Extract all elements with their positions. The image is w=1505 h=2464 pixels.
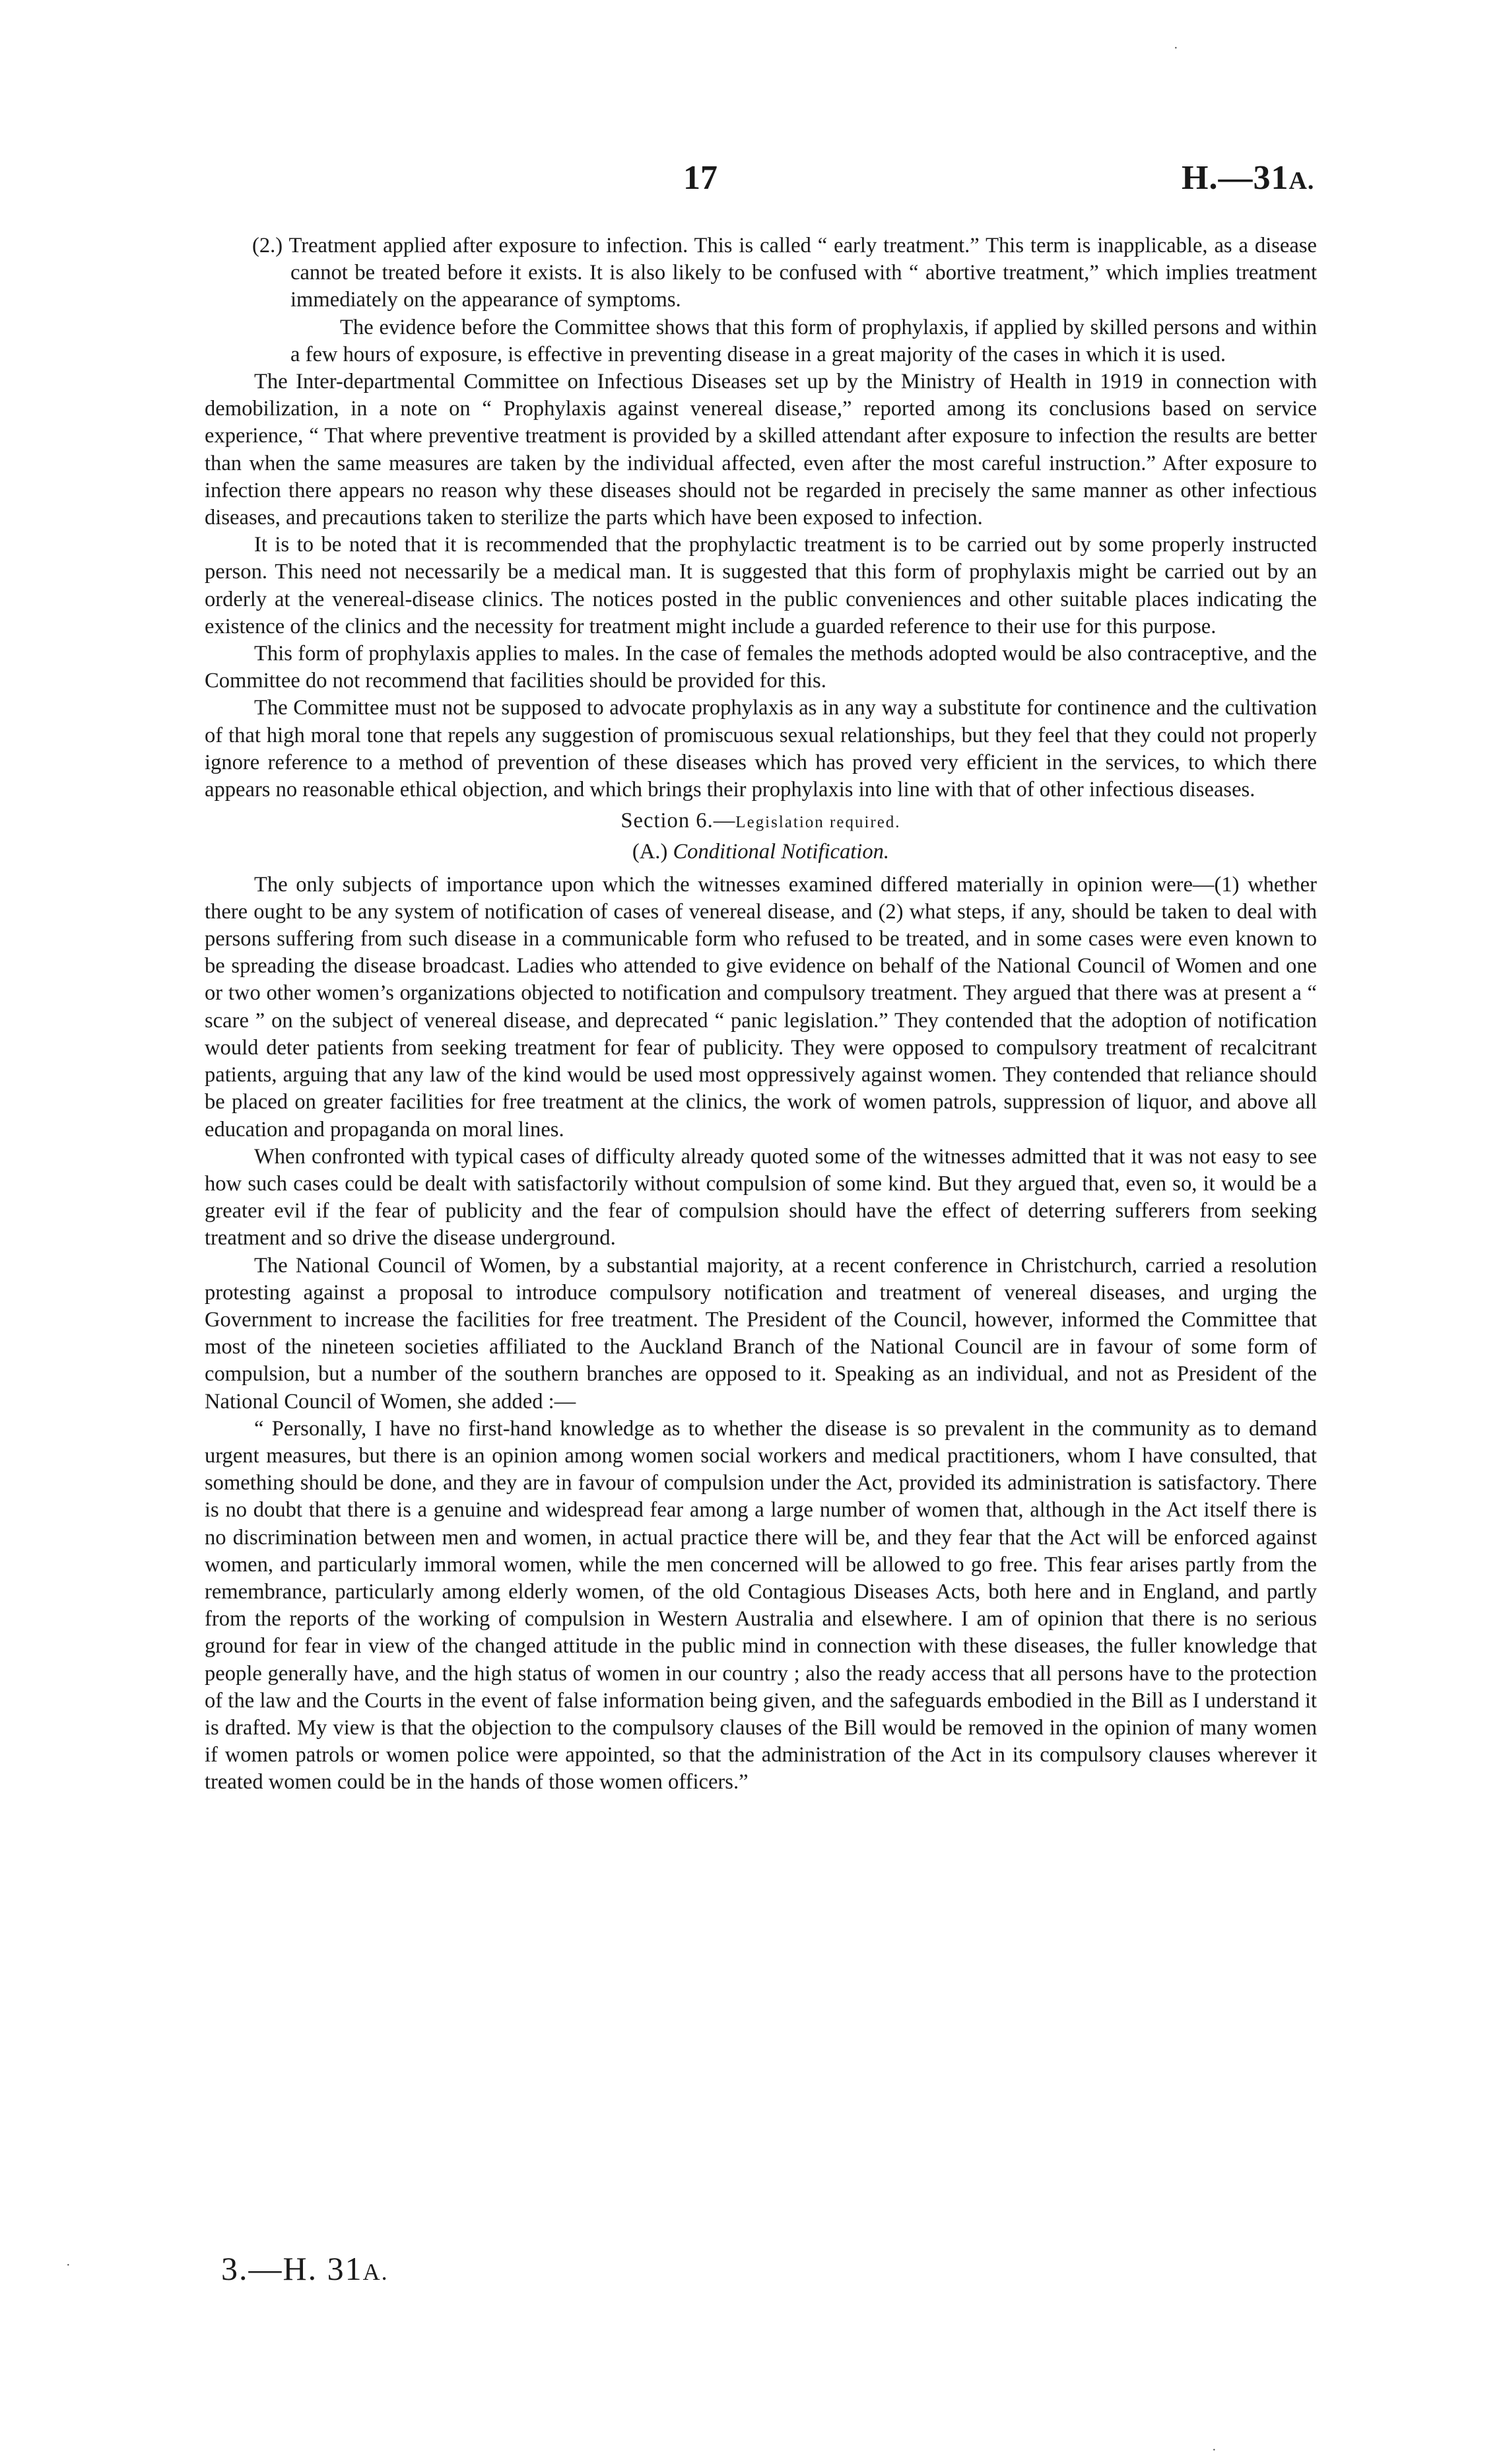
document-body	[205, 232, 1317, 1797]
paragraph-subjects-of-importance: The only subjects of importance upon which the witnesses examined differed materially in opinion were—(1) whether there ought to be any system of notification of cases of venereal disease, and (2) what steps, if any, should be taken to deal with persons suffering from such disease in a communicable form who refused to be treated, and in some cases were even known to be spreading the disease broadcast. Ladies who attended to give evidence on behalf of the National Council of Women and one or two other women’s organizations objected to notification and compulsory treatment. They argued that there was at present a “ scare ” on the subject of venereal disease, and deprecated “ panic legislation.” They contended that the adoption of notification would deter patients from seeking treatment for fear of publicity. They were opposed to compulsory treatment of recalcitrant patients, arguing that any law of the kind would be used most oppressively against women. They contended that reliance should be placed on greater facilities for free treatment at the clinics, the work of women patrols, suppression of liquor, and above all education and propaganda on moral lines.	[205, 872, 1317, 1142]
section-heading	[205, 807, 1317, 836]
paragraph-instructed-person: It is to be noted that it is recommended that the prophylactic treatment is to be carried out by some properly instructed person. This need not necessarily be a medical man. It is suggested that this form of prophylaxis might be carried out by an orderly at the venereal-disease clinics. The notices posted in the public conveniences and other suitable places indicating the existence of the clinics and the necessity for treatment might include a guarded reference to their use for this purpose.	[205, 533, 1317, 638]
section-heading-prefix: Section 6.—	[620, 809, 736, 833]
footer-signature	[221, 2249, 389, 2288]
paragraph-personal-statement: “ Personally, I have no first-hand knowledge as to whether the disease is so prevalent in the community as to demand urgent measures, but there is an opinion among women social workers and medical practitioners, whom I have consulted, that something should be done, and they are in favour of compulsion under the Act, provided its administration is satisfactory. There is no doubt that there is a genuine and widespread fear among a large number of women that, although in the Act itself there is no discrimination between men and women, in actual practice there will be, and they fear that the Act will be enforced against women, and particularly immoral women, while the men concerned will be allowed to go free. This fear arises partly from the remembrance, particularly among elderly women, of the old Contagious Diseases Acts, both here and in England, and partly from the reports of the working of compulsion in Western Australia and elsewhere. I am of opinion that there is no serious ground for fear in view of the changed attitude in the public mind in connection with these diseases, the fuller knowledge that people generally have, and the high status of women in our country ; also the ready access that all persons have to the protection of the law and the Courts in the event of false information being given, and the safeguards embodied in the Bill as I understand it is drafted. My view is that the objection to the compulsory clauses of the Bill would be removed in the opinion of many women if women patrols or women police were appointed, so that the administration of the Act in its compulsory clauses wherever it treated women could be in the hands of those women officers.”	[205, 1416, 1317, 1795]
document-reference-main: H.—31	[1182, 159, 1289, 197]
footer-signature-main: 3.—H. 31	[221, 2250, 363, 2287]
paragraph-early-treatment: (2.) Treatment applied after exposure to infection. This is called “ early treatment.” This term is inapplicable, as a disease cannot be treated before it exists. It is also likely to be confused with “ abortive treatment,” which implies treatment immediately on the appearance of symptoms.	[252, 234, 1317, 312]
scan-speck: ·	[1174, 41, 1178, 55]
document-reference	[1182, 158, 1314, 197]
paragraph-typical-cases: When confronted with typical cases of difficulty already quoted some of the witnesses admitted that it was not easy to see how such cases could be dealt with satisfactorily without compulsion of some kind. But they argued that, even so, it would be a greater evil if the fear of publicity and the fear of compulsion should have the effect of deterring sufferers from seeking treatment and so drive the disease underground.	[205, 1144, 1317, 1250]
footer-signature-suffix: A.	[362, 2259, 389, 2285]
paragraph-inter-departmental: The Inter-departmental Committee on Infectious Diseases set up by the Ministry of Health in 1919 in connection with demobilization, in a note on “ Prophylaxis against venereal disease,” reported among its conclusions based on service experience, “ That where preventive treatment is provided by a skilled attendant after exposure to infection the results are better than when the same measures are taken by the individual affected, even after the most careful instruction.” After exposure to infection there appears no reason why these diseases should not be regarded in precisely the same manner as other infectious diseases, and precautions taken to sterilize the parts which have been exposed to infection.	[205, 370, 1317, 530]
paragraph-continence: The Committee must not be supposed to advocate prophylaxis as in any way a substitute for continence and the cultivation of that high moral tone that repels any suggestion of promiscuous sexual relationships, but they feel that they could not properly ignore reference to a method of prevention of these diseases which has proved very efficient in the services, to which there appears no reasonable ethical objection, and which brings their prophylaxis into line with that of other infectious diseases.	[205, 696, 1317, 802]
document-reference-suffix: A.	[1288, 167, 1315, 195]
section-heading-title: Legislation required.	[735, 813, 901, 832]
paragraph-males: This form of prophylaxis applies to males. In the case of females the methods adopted would be also contraceptive, and the Committee do not recommend that facilities should be provided for this.	[205, 642, 1317, 693]
scan-speck: ·	[66, 2258, 71, 2273]
page-number: 17	[683, 159, 718, 197]
subsection-heading	[205, 838, 1317, 866]
paragraph-committee-evidence: The evidence before the Committee shows that this form of prophylaxis, if applied by skilled persons and within a few hours of exposure, is effective in preventing disease in a great majority of the cases in which it is used.	[290, 315, 1317, 366]
subsection-heading-title: Conditional Notification.	[673, 840, 890, 864]
scan-speck: ·	[1212, 2443, 1217, 2457]
paragraph-national-council: The National Council of Women, by a substantial majority, at a recent conference in Christchurch, carried a resolution protesting against a proposal to introduce compulsory notification and treatment of venereal diseases, and urging the Government to increase the facilities for free treatment. The President of the Council, however, informed the Committee that most of the nineteen societies affiliated to the Auckland Branch of the National Council are in favour of some form of compulsion, but a number of the southern branches are opposed to it. Speaking as an individual, and not as President of the National Council of Women, she added :—	[205, 1253, 1317, 1414]
subsection-heading-label: (A.)	[632, 840, 668, 864]
